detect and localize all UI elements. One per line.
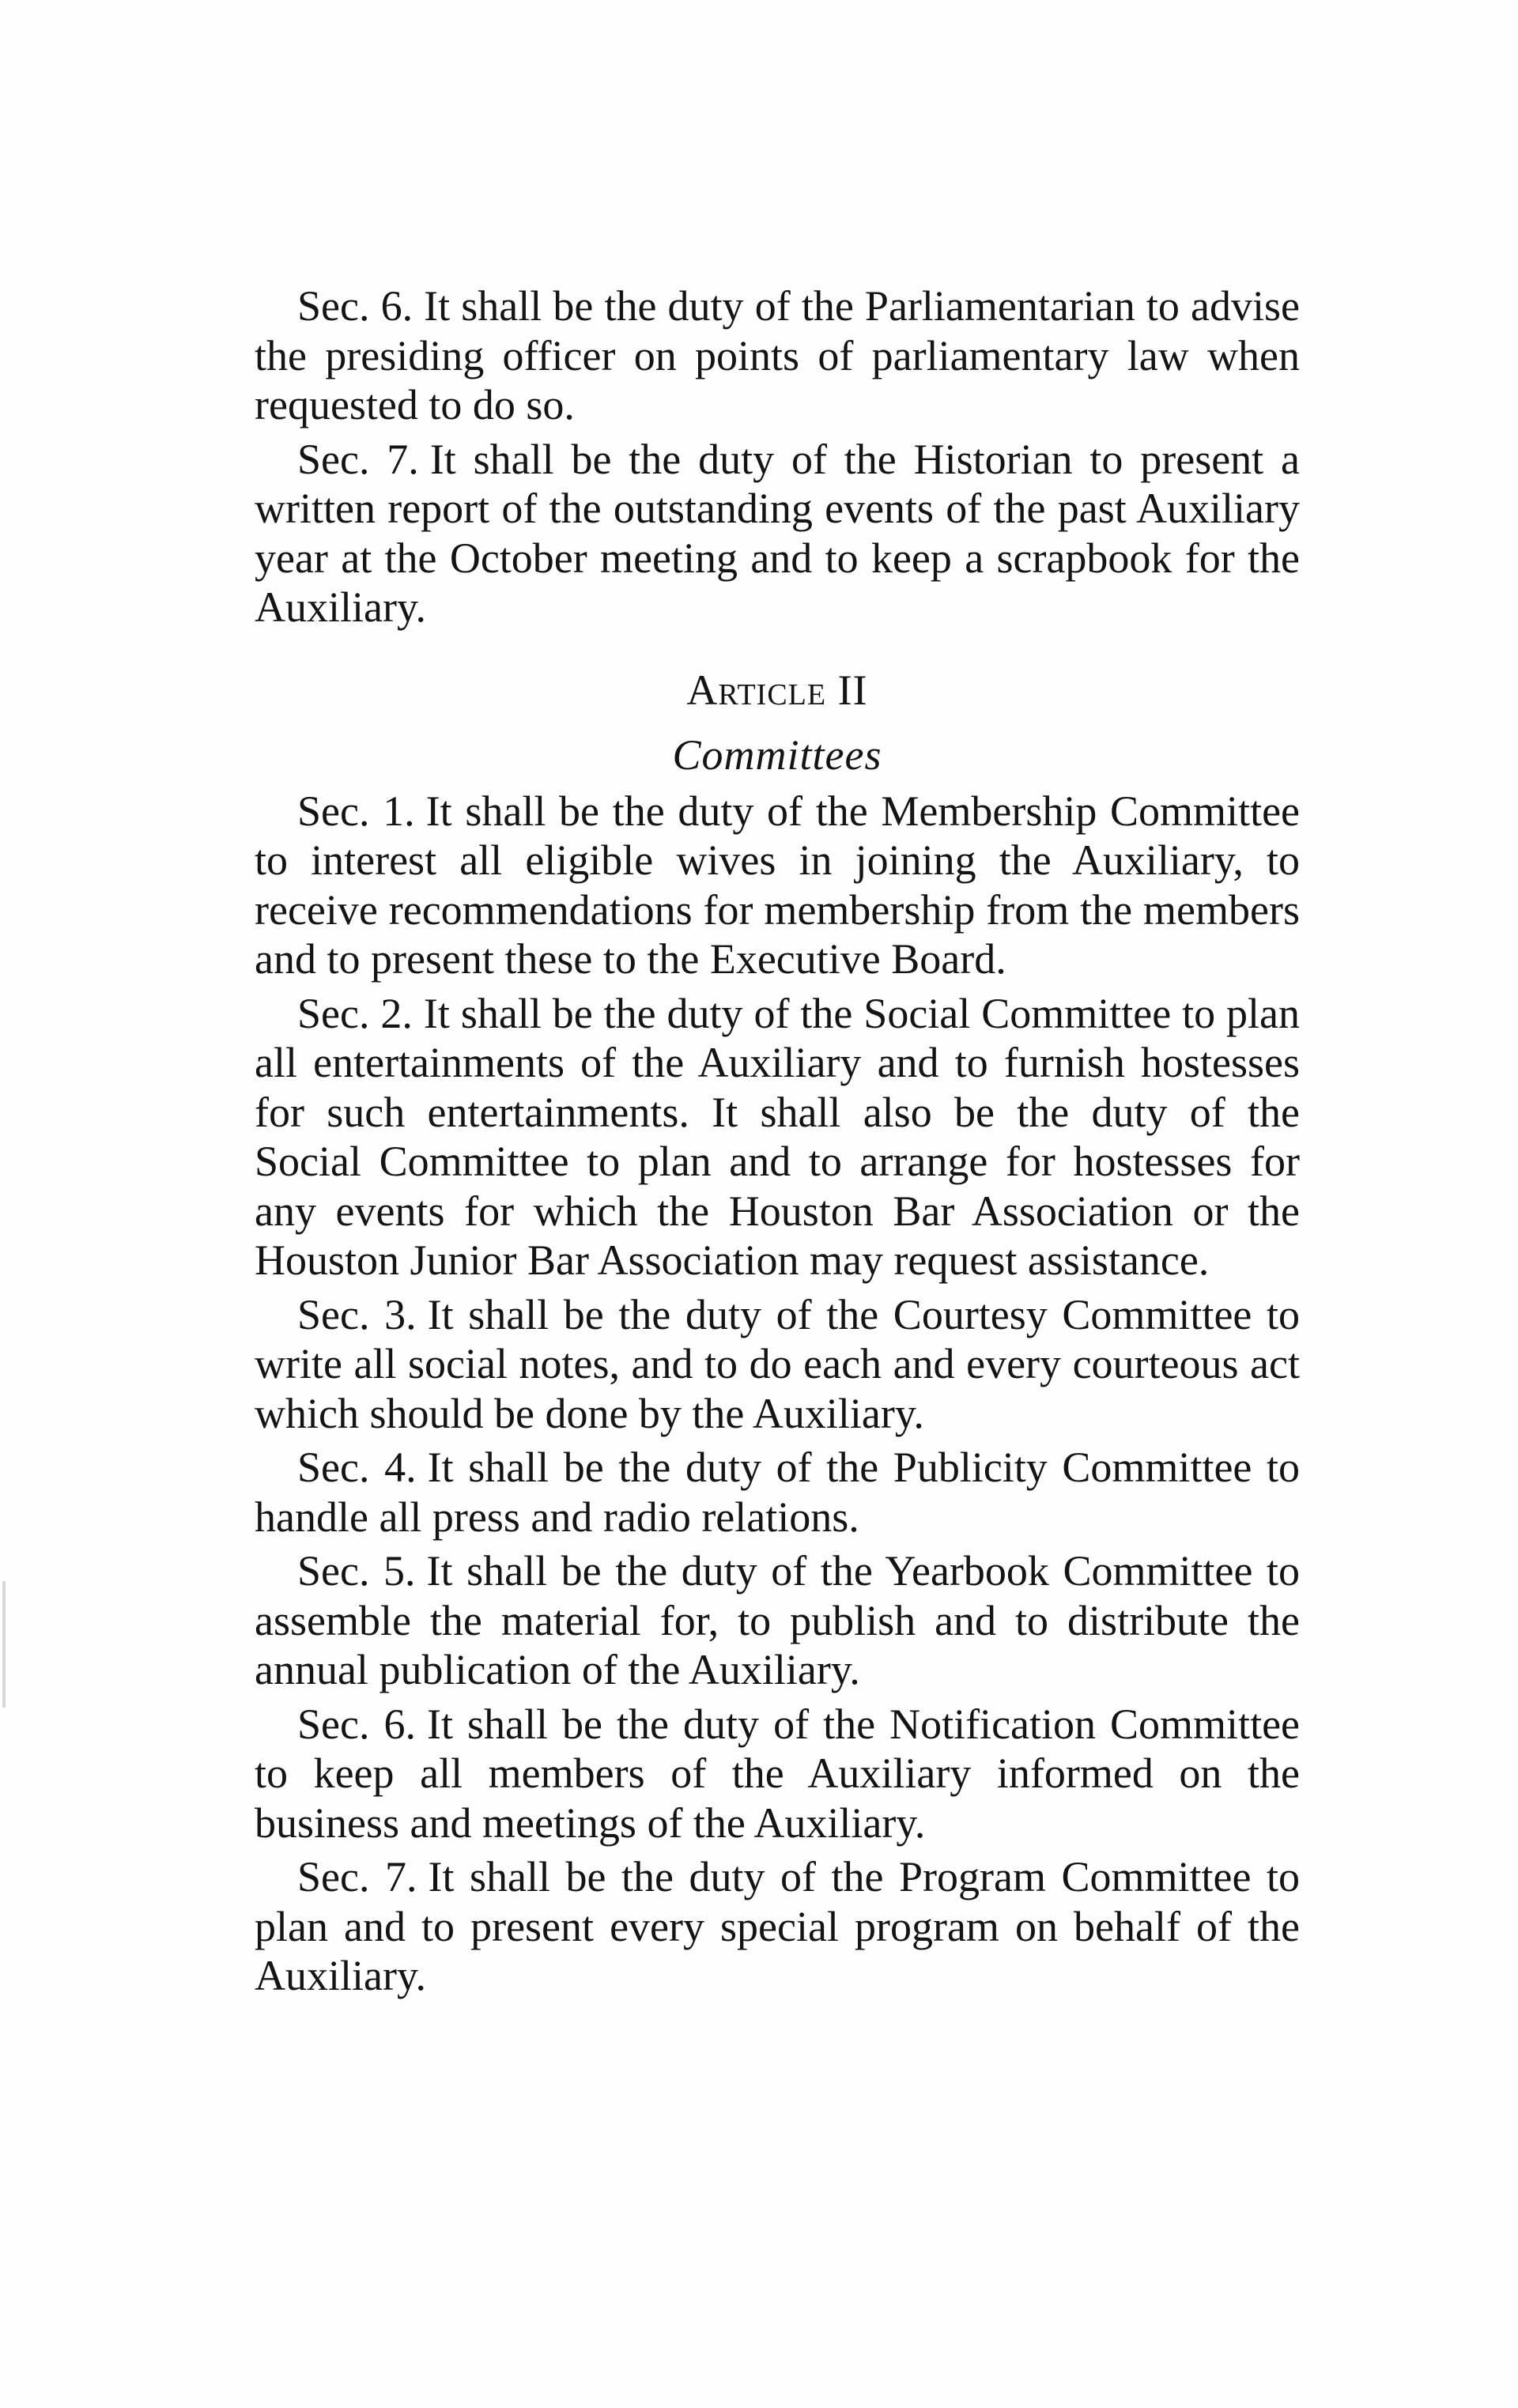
section-courtesy-committee: [255, 1290, 1300, 1439]
section-label: Sec. 6.: [297, 282, 413, 330]
section-label: Sec. 4.: [297, 1444, 417, 1491]
section-label: Sec. 2.: [297, 989, 413, 1037]
scan-edge-mark: [2, 1581, 6, 1708]
section-text: It shall be the duty of the Notification Committee to keep all members of the Auxiliary informed on the business and meetings of the Auxiliary.: [255, 1700, 1301, 1847]
section-label: Sec. 6.: [297, 1700, 416, 1748]
section-historian: [255, 435, 1300, 632]
section-parliamentarian: [255, 281, 1300, 430]
section-text: It shall be the duty of the Publicity Committee to handle all press and radio relations.: [255, 1444, 1300, 1541]
section-text: It shall be the duty of the Program Committee to plan and to present every special program on behalf of the Auxiliary.: [255, 1853, 1301, 1999]
article-heading: Article II: [686, 666, 868, 714]
section-text: It shall be the duty of the Courtesy Committee to write all social notes, and to do each and every courteous act which should be done by the Auxiliary.: [255, 1290, 1301, 1437]
section-label: Sec. 5.: [297, 1547, 416, 1595]
section-text: It shall be the duty of the Social Committee to plan all entertainments of the Auxiliary and to furnish hostesses for such entertainments. It shall also be the duty of the Social Committee to plan and to arrange for hostesses for any events for which the Houston Bar Association or the Houston Junior Bar Association may request assistance.: [255, 989, 1300, 1284]
section-label: Sec. 7.: [297, 435, 419, 483]
section-label: Sec. 3.: [297, 1290, 417, 1338]
body-text: [255, 281, 1300, 2006]
section-membership-committee: [255, 787, 1300, 984]
section-notification-committee: [255, 1700, 1300, 1848]
section-program-committee: [255, 1852, 1300, 2001]
section-text: It shall be the duty of the Historian to present a written report of the outstanding events of the past Auxiliary year at the October meeting and to keep a scrapbook for the Auxiliary.: [255, 435, 1300, 631]
section-text: It shall be the duty of the Yearbook Committee to assemble the material for, to publish and to distribute the annual publication of the Auxiliary.: [255, 1547, 1300, 1693]
section-social-committee: [255, 989, 1300, 1285]
section-yearbook-committee: [255, 1546, 1300, 1695]
section-label: Sec. 1.: [297, 787, 415, 835]
article-subheading: Committees: [672, 731, 882, 779]
section-label: Sec. 7.: [297, 1853, 417, 1900]
section-text: It shall be the duty of the Parliamentarian to advise the presiding officer on points of parliamentary law when requested to do so.: [255, 282, 1300, 428]
section-publicity-committee: [255, 1443, 1300, 1542]
section-text: It shall be the duty of the Membership Committee to interest all eligible wives in joining the Auxiliary, to receive recommendations for membership from the members and to present these to the Executive Board.: [255, 787, 1301, 983]
